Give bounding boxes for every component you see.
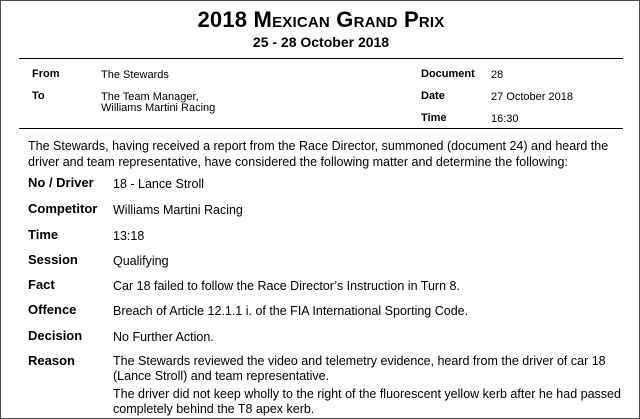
title-year: 2018 (197, 7, 248, 32)
event-dates: 25 - 28 October 2018 (252, 34, 390, 50)
row-label-reason: Reason (28, 353, 75, 368)
document-label: Document (421, 68, 475, 80)
reason-paragraph-1: The Stewards reviewed the video and telemetry evidence, heard from the driver of car 18 (Lance Stroll) and team representative. (113, 354, 606, 383)
row-label-offence: Offence (28, 302, 77, 317)
time-label: Time (421, 112, 447, 124)
row-value-time: 13:18 (113, 229, 145, 243)
time-value: 16:30 (491, 113, 519, 125)
to-value-line1: The Team Manager, (101, 91, 199, 103)
row-label-time: Time (28, 227, 59, 242)
from-label: From (32, 68, 60, 80)
row-value-driver: 18 - Lance Stroll (113, 177, 205, 191)
to-value-line2: Williams Martini Racing (101, 102, 216, 114)
document-value: 28 (491, 69, 504, 81)
title-event: Mexican Grand Prix (253, 7, 445, 32)
row-label-fact: Fact (28, 277, 55, 292)
row-value-session: Qualifying (113, 254, 169, 268)
row-value-fact: Car 18 failed to follow the Race Director’s Instruction in Turn 8. (113, 279, 460, 293)
reason-paragraph-2: The driver did not keep wholly to the right of the fluorescent yellow kerb after he had passed completely behind the T8 apex kerb. (113, 387, 621, 416)
row-label-competitor: Competitor (28, 201, 98, 216)
row-value-decision: No Further Action. (113, 330, 214, 344)
row-label-session: Session (28, 252, 78, 267)
row-label-driver: No / Driver (28, 175, 94, 190)
row-value-offence: Breach of Article 12.1.1 i. of the FIA International Sporting Code. (113, 304, 469, 318)
row-label-decision: Decision (28, 328, 83, 343)
date-value: 27 October 2018 (491, 91, 573, 103)
date-label: Date (421, 90, 445, 102)
document-title (1, 7, 640, 33)
row-value-competitor: Williams Martini Racing (113, 203, 243, 217)
from-value: The Stewards (101, 69, 169, 81)
intro-paragraph: The Stewards, having received a report from the Race Director, summoned (document 24) and heard the driver and team representative, have considered the following matter and determine the following: (28, 139, 609, 169)
document-meta (19, 58, 623, 129)
to-label: To (32, 90, 45, 102)
